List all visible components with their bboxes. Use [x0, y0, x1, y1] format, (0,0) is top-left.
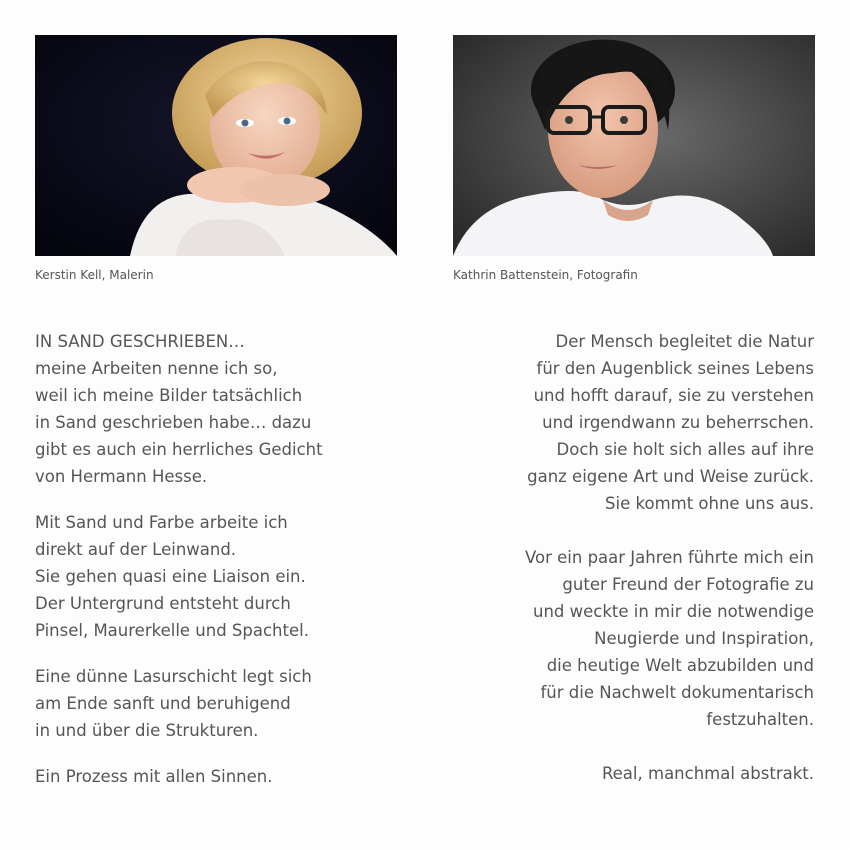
text-line: Der Mensch begleitet die Natur [555, 332, 814, 351]
paragraph [35, 663, 415, 744]
text-line: gibt es auch ein herrliches Gedicht [35, 440, 323, 459]
text-line: von Hermann Hesse. [35, 467, 208, 486]
text-line: meine Arbeiten nenne ich so, [35, 359, 278, 378]
portrait-woman-blonde-icon [35, 35, 397, 256]
text-line: in Sand geschrieben habe… dazu [35, 413, 312, 432]
text-line: festzuhalten. [706, 710, 814, 729]
portrait-photo-kerstin-kell [35, 35, 397, 256]
text-line: Doch sie holt sich alles auf ihre [556, 440, 814, 459]
paragraph [35, 763, 415, 790]
artist-statement-right [434, 328, 814, 787]
text-line: Sie gehen quasi eine Liaison ein. [35, 567, 306, 586]
text-line: und hofft darauf, sie zu verstehen [533, 386, 814, 405]
text-line: die heutige Welt abzubilden und [546, 656, 814, 675]
text-line: Sie kommt ohne uns aus. [605, 494, 814, 513]
text-line: Real, manchmal abstrakt. [601, 764, 814, 783]
portrait-photo-kathrin-battenstein [453, 35, 815, 256]
text-line: für den Augenblick seines Lebens [536, 359, 814, 378]
text-line: guter Freund der Fotografie zu [562, 575, 814, 594]
text-line: Vor ein paar Jahren führte mich ein [525, 548, 814, 567]
paragraph [35, 509, 415, 644]
text-line: am Ende sanft und beruhigend [35, 694, 291, 713]
artist-statement-left [35, 328, 415, 790]
paragraph [434, 328, 814, 517]
text-line: direkt auf der Leinwand. [35, 540, 237, 559]
text-line: Ein Prozess mit allen Sinnen. [35, 767, 273, 786]
portrait-woman-glasses-icon [453, 35, 815, 256]
text-line: Eine dünne Lasurschicht legt sich [35, 667, 312, 686]
photo-caption-right: Kathrin Battenstein, Fotografin [453, 268, 638, 282]
text-line: und irgendwann zu beherrschen. [542, 413, 814, 432]
text-line: Neugierde und Inspiration, [594, 629, 814, 648]
text-line: in und über die Strukturen. [35, 721, 259, 740]
paragraph [35, 328, 415, 490]
text-line: Pinsel, Maurerkelle und Spachtel. [35, 621, 309, 640]
text-line: ganz eigene Art und Weise zurück. [527, 467, 814, 486]
text-line: für die Nachwelt dokumentarisch [540, 683, 814, 702]
paragraph [434, 544, 814, 733]
text-line: Mit Sand und Farbe arbeite ich [35, 513, 288, 532]
text-line: IN SAND GESCHRIEBEN… [35, 332, 245, 351]
text-line: Der Untergrund entsteht durch [35, 594, 291, 613]
photo-caption-left: Kerstin Kell, Malerin [35, 268, 154, 282]
text-line: und weckte in mir die notwendige [532, 602, 814, 621]
paragraph [434, 760, 814, 787]
text-line: weil ich meine Bilder tatsächlich [35, 386, 303, 405]
